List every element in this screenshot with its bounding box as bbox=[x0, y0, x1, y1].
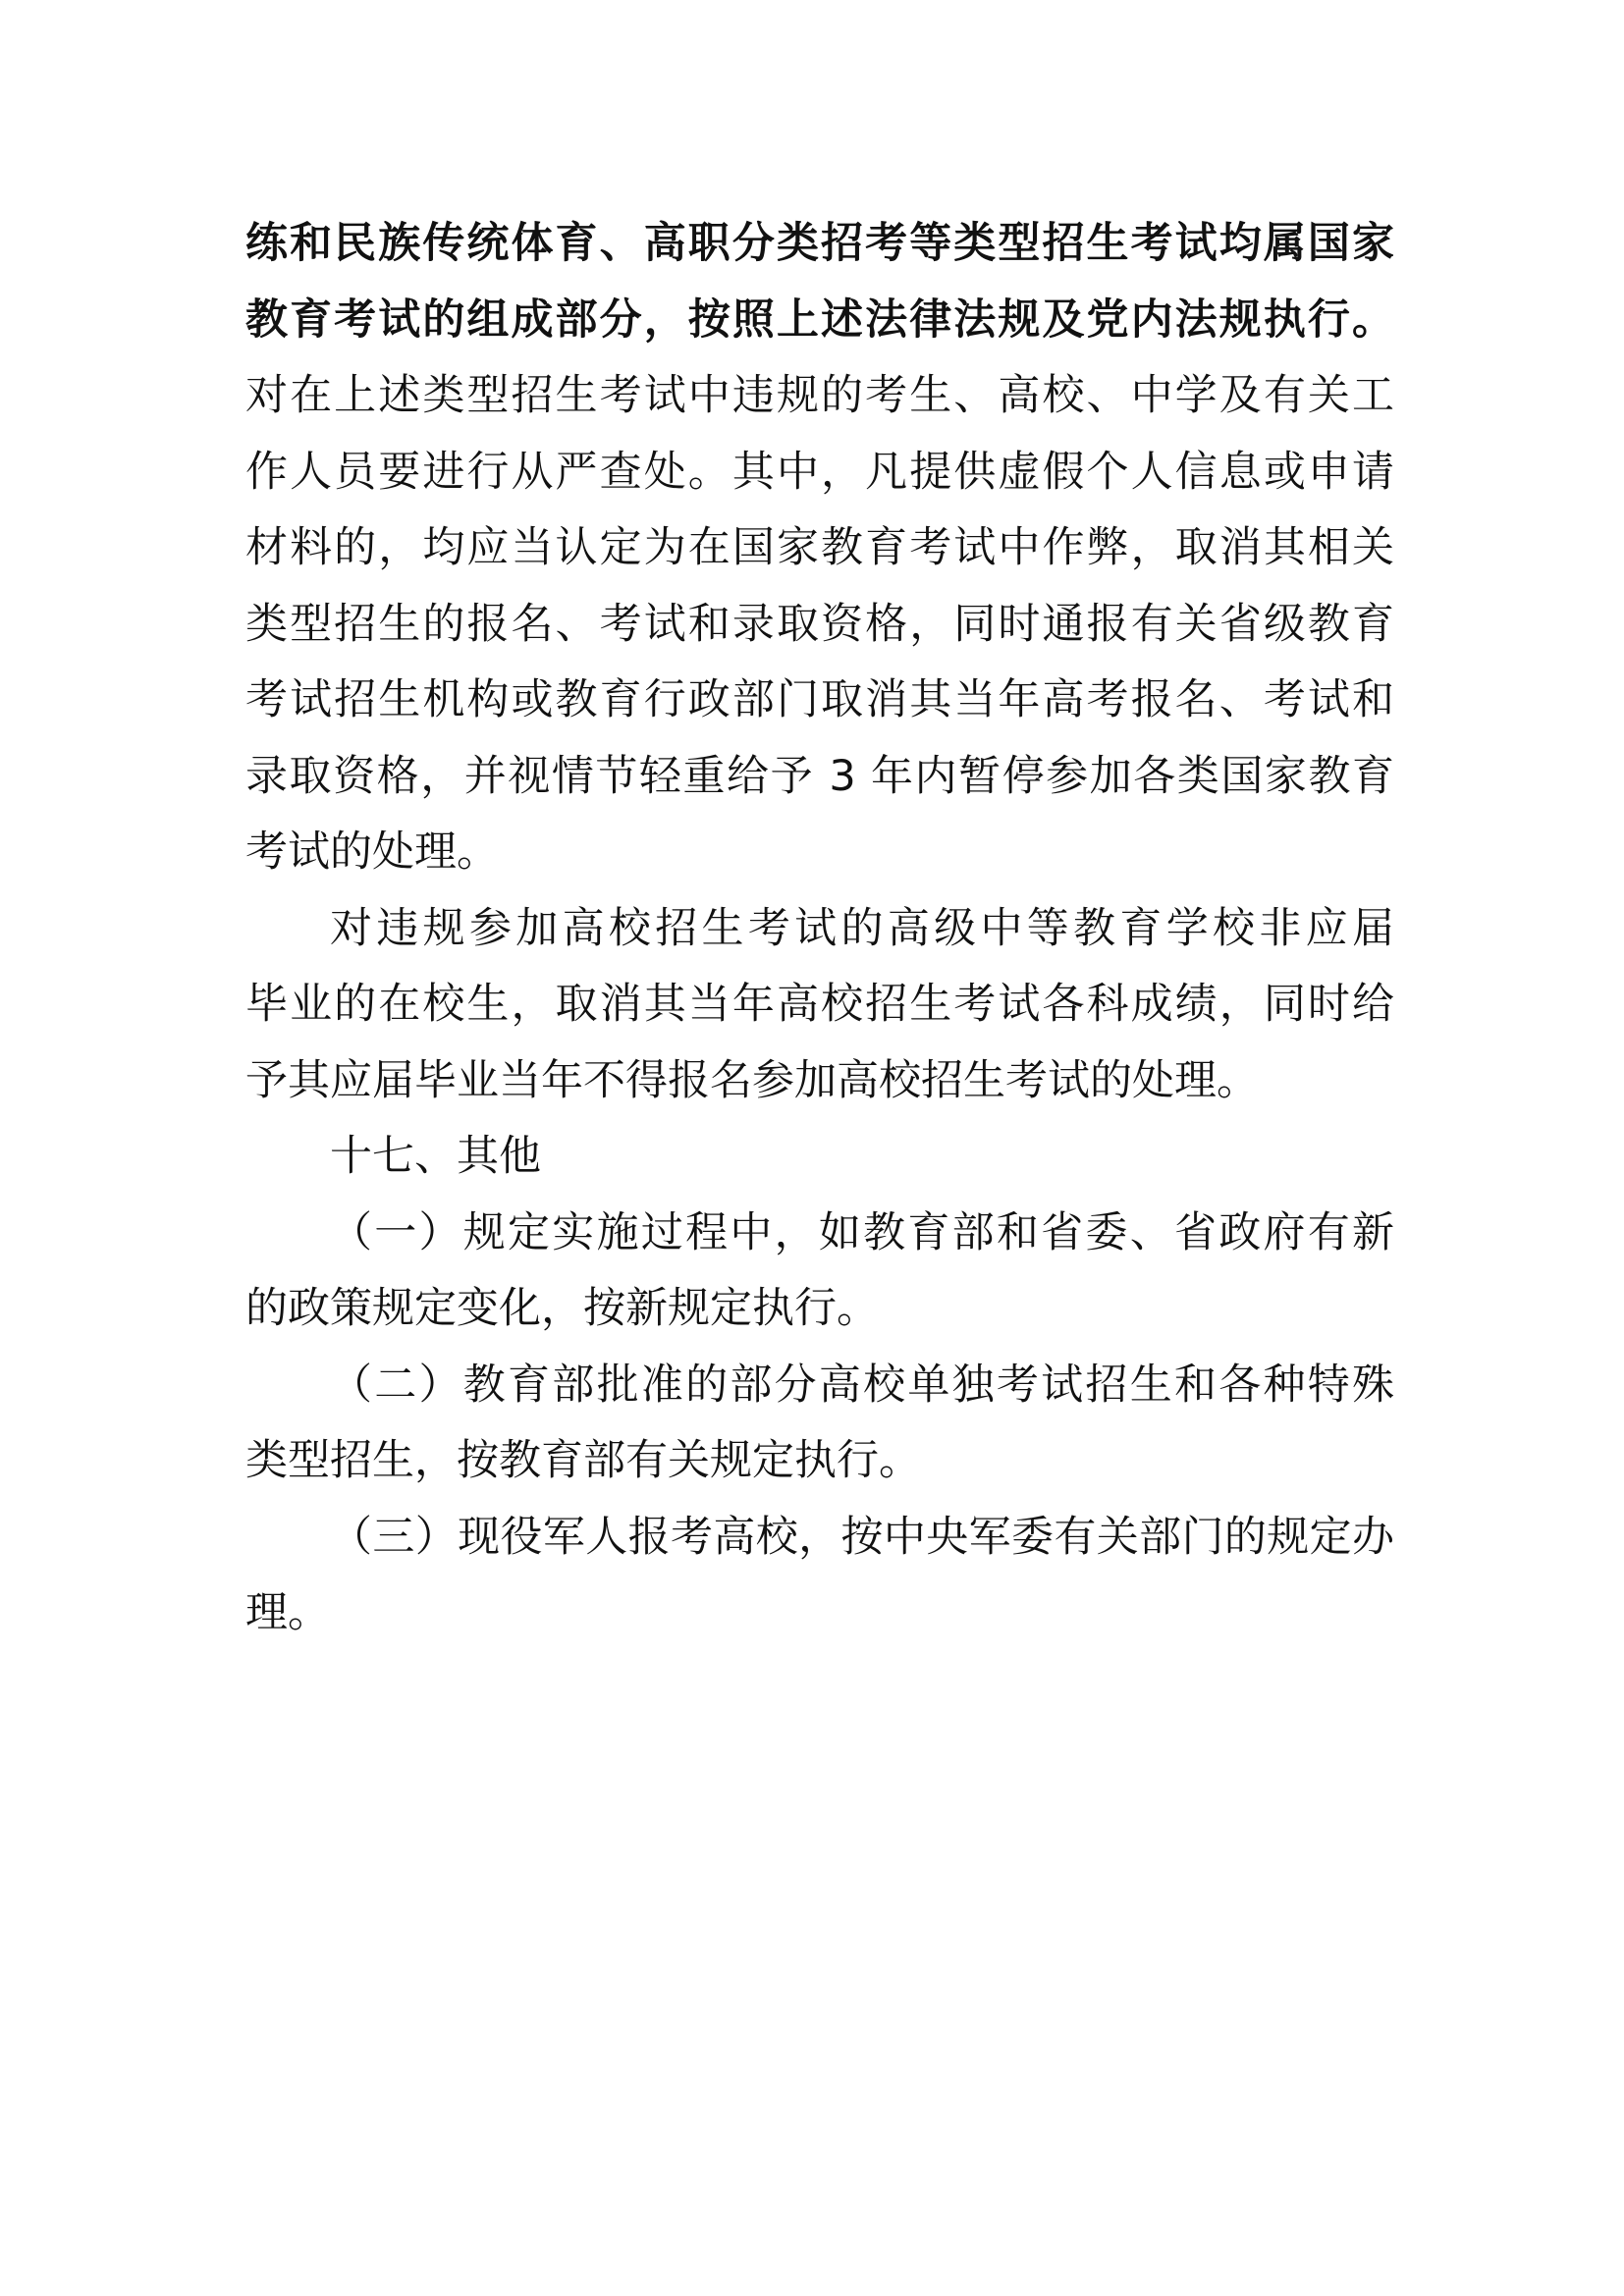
section-heading: 十七、其他 bbox=[330, 1132, 541, 1181]
text-line: 对在上述类型招生考试中违规的考生、高校、中学及有关工 bbox=[245, 371, 1394, 420]
list-item-3-line: （三）现役军人报考高校，按中央军委有关部门的规定办 bbox=[330, 1512, 1394, 1562]
text-line: 练和民族传统体育、高职分类招考等类型招生考试均属国家 bbox=[245, 219, 1394, 268]
list-item-1-line: （一）规定实施过程中，如教育部和省委、省政府有新 bbox=[330, 1207, 1394, 1257]
text-line: 教育考试的组成部分，按照上述法律法规及党内法规执行。 bbox=[245, 294, 1394, 345]
text-line: 考试招生机构或教育行政部门取消其当年高考报名、考试和 bbox=[245, 675, 1394, 724]
paragraph-start-line: 对违规参加高校招生考试的高级中等教育学校非应届 bbox=[330, 903, 1394, 953]
text-line: 类型招生的报名、考试和录取资格，同时通报有关省级教育 bbox=[245, 599, 1394, 649]
document-body bbox=[245, 206, 1394, 1652]
text-line: 类型招生，按教育部有关规定执行。 bbox=[245, 1436, 921, 1485]
text-line: 予其应届毕业当年不得报名参加高校招生考试的处理。 bbox=[245, 1055, 1259, 1105]
text-line: 考试的处理。 bbox=[245, 828, 499, 877]
text-line: 录取资格，并视情节轻重给予 3 年内暂停参加各类国家教育 bbox=[245, 751, 1394, 801]
text-line: 作人员要进行从严查处。其中，凡提供虚假个人信息或申请 bbox=[245, 447, 1394, 497]
text-line: 的政策规定变化，按新规定执行。 bbox=[245, 1284, 879, 1333]
list-item-2-line: （二）教育部批准的部分高校单独考试招生和各种特殊 bbox=[330, 1360, 1394, 1410]
text-line: 毕业的在校生，取消其当年高校招生考试各科成绩，同时给 bbox=[245, 980, 1394, 1029]
text-line: 理。 bbox=[245, 1588, 330, 1637]
text-line: 材料的，均应当认定为在国家教育考试中作弊，取消其相关 bbox=[245, 523, 1394, 572]
